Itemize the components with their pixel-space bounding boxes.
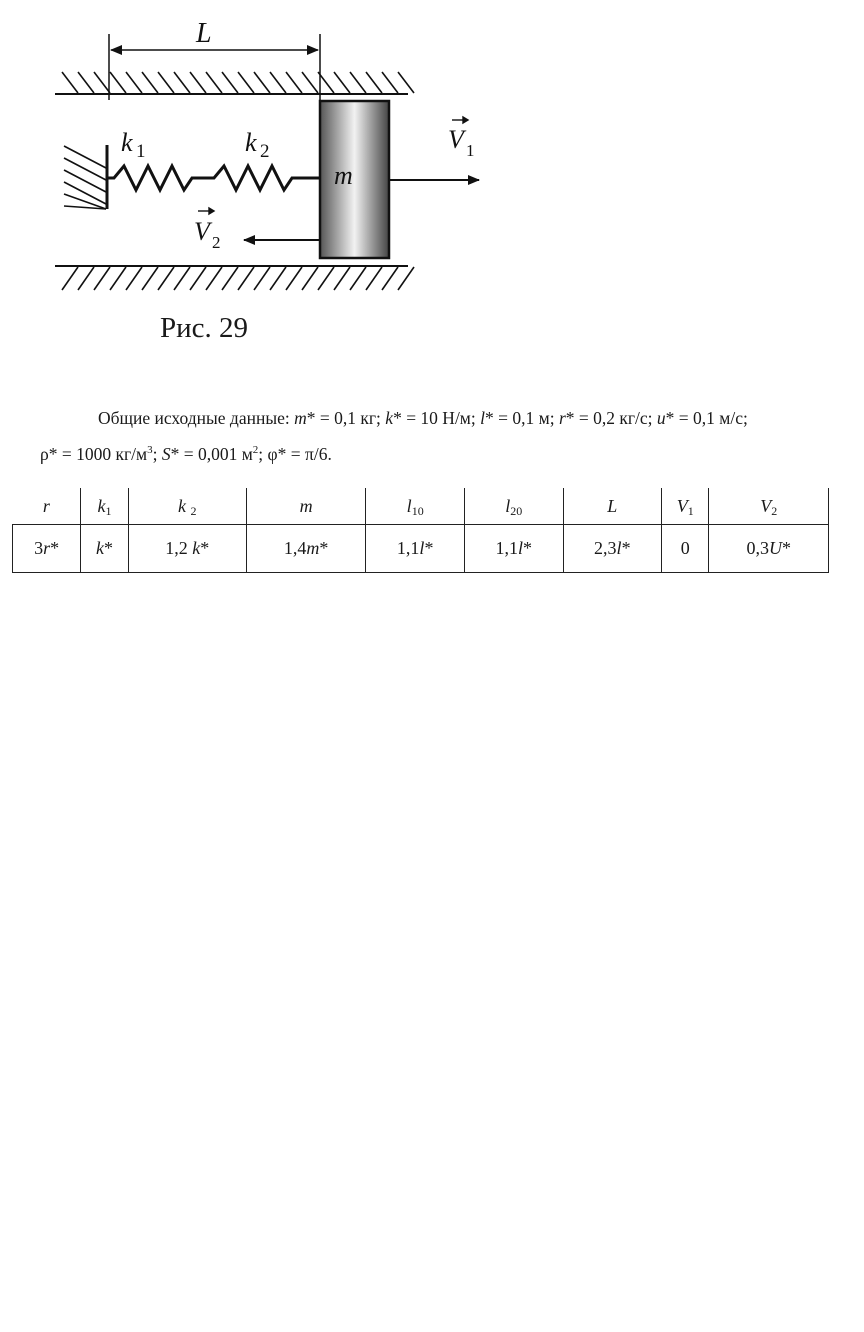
- text-run: * = 0,1 кг;: [306, 408, 386, 428]
- text-run: 2: [190, 503, 197, 518]
- hatch-line: [126, 267, 142, 290]
- text-run: k: [177, 495, 191, 516]
- velocity1-label: V: [448, 125, 464, 154]
- text-run: l: [517, 538, 523, 558]
- mechanical-system-figure: [0, 0, 520, 300]
- hatch-line: [222, 267, 238, 290]
- text-run: * = 0,1 м/с;: [665, 408, 748, 428]
- hatch-line: [78, 267, 94, 290]
- hatch-line: [302, 72, 318, 93]
- text-run: V: [676, 495, 688, 516]
- hatch-line: [158, 72, 174, 93]
- text-run: 1,4: [283, 538, 307, 558]
- hatch-line: [158, 267, 174, 290]
- text-run: *: [200, 538, 210, 558]
- text-run: 2: [252, 444, 259, 456]
- hatch-line: [238, 72, 254, 93]
- text-run: r: [43, 538, 51, 558]
- text-run: u: [656, 408, 666, 428]
- spring-k2: [200, 166, 320, 190]
- text-run: k: [192, 538, 201, 558]
- text-run: ; φ* = π/6.: [258, 444, 332, 464]
- mass-label: m: [334, 161, 353, 190]
- hatch-line: [238, 267, 254, 290]
- text-run: 1,1: [396, 538, 420, 558]
- text-run: 10: [411, 503, 424, 518]
- hatch-line: [94, 72, 110, 93]
- text-run: ρ* = 1000 кг/м: [40, 444, 148, 464]
- hatch-line: [206, 267, 222, 290]
- text-run: L: [607, 495, 618, 516]
- text-run: m: [299, 495, 313, 516]
- velocity2-label: V: [194, 217, 210, 246]
- hatch-line: [334, 267, 350, 290]
- text-run: r: [42, 495, 50, 516]
- text-run: *: [319, 538, 329, 558]
- text-run: * = 0,1 м;: [485, 408, 559, 428]
- hatch-line: [254, 72, 270, 93]
- spring2-subscript: 2: [260, 141, 270, 162]
- table-header-cell: [709, 488, 829, 525]
- hatch-line: [64, 158, 106, 180]
- text-run: *: [50, 538, 60, 558]
- table-header-cell: [13, 488, 81, 525]
- text-run: m: [306, 538, 320, 558]
- figure-caption: Рис. 29: [160, 312, 249, 344]
- text-run: l: [419, 538, 425, 558]
- hatch-line: [382, 267, 398, 290]
- left-support: [64, 145, 107, 209]
- hatch-line: [110, 72, 126, 93]
- text-run: *: [424, 538, 434, 558]
- hatch-line: [350, 72, 366, 93]
- table-header-cell: [366, 488, 465, 525]
- spring-k1: [108, 166, 200, 190]
- text-run: 0: [680, 538, 690, 558]
- table-cell: [81, 525, 128, 573]
- text-run: 1,1: [495, 538, 518, 558]
- table-header-cell: [563, 488, 662, 525]
- text-run: * = 0,001 м: [170, 444, 253, 464]
- hatch-line: [286, 72, 302, 93]
- hatch-line: [222, 72, 238, 93]
- table-header-cell: [128, 488, 246, 525]
- hatch-line: [62, 267, 78, 290]
- text-run: k: [385, 408, 394, 428]
- spring1-label: k: [121, 128, 133, 157]
- text-run: l: [406, 495, 412, 516]
- hatch-line: [382, 72, 398, 93]
- table-cell: [246, 525, 366, 573]
- hatch-line: [142, 72, 158, 93]
- spring1-subscript: 1: [136, 141, 146, 162]
- text-run: *: [523, 538, 532, 558]
- text-run: * = 10 Н/м;: [393, 408, 481, 428]
- text-run: *: [781, 538, 791, 558]
- text-run: 3: [147, 444, 153, 456]
- velocity1-subscript: 1: [466, 141, 475, 160]
- initial-data-line-1: [98, 408, 748, 429]
- text-run: 1: [687, 503, 694, 518]
- text-run: 20: [510, 503, 523, 518]
- table-header-cell: [246, 488, 366, 525]
- vector-arrowhead-icon: [463, 117, 468, 123]
- table-cell: [563, 525, 662, 573]
- hatch-line: [302, 267, 318, 290]
- hatch-line: [286, 267, 302, 290]
- velocity2-subscript: 2: [212, 233, 221, 252]
- mass-block: [320, 101, 389, 258]
- table-header-row: [13, 488, 829, 525]
- hatch-line: [350, 267, 366, 290]
- text-run: m: [294, 408, 307, 428]
- text-run: 3: [34, 538, 44, 558]
- text-run: V: [760, 495, 772, 516]
- table-cell: [662, 525, 709, 573]
- hatch-line: [64, 146, 106, 168]
- table-cell: [709, 525, 829, 573]
- hatch-line: [254, 267, 270, 290]
- text-run: *: [621, 538, 631, 558]
- hatch-line: [366, 267, 382, 290]
- table-header-cell: [662, 488, 709, 525]
- spring2-label: k: [245, 128, 257, 157]
- hatch-line: [398, 72, 414, 93]
- table-row: [13, 525, 829, 573]
- table-header-cell: [81, 488, 128, 525]
- text-run: l: [505, 495, 511, 516]
- hatch-line: [270, 72, 286, 93]
- text-run: 2,3: [594, 538, 617, 558]
- hatch-line: [190, 72, 206, 93]
- hatch-line: [110, 267, 126, 290]
- hatch-line: [190, 267, 206, 290]
- hatch-line: [64, 170, 106, 192]
- hatch-line: [94, 267, 110, 290]
- hatch-line: [270, 267, 286, 290]
- length-label: L: [196, 18, 212, 49]
- hatch-line: [62, 72, 78, 93]
- text-run: k: [95, 538, 104, 558]
- hatch-line: [206, 72, 222, 93]
- variant-data-table: [12, 488, 829, 573]
- text-run: 1: [105, 503, 112, 518]
- table-header-cell: [464, 488, 563, 525]
- table-cell: [128, 525, 246, 573]
- text-run: k: [97, 495, 106, 516]
- text-run: l: [480, 408, 485, 428]
- hatch-line: [174, 267, 190, 290]
- text-run: U: [768, 538, 782, 558]
- text-run: ;: [152, 444, 162, 464]
- text-run: 2: [771, 503, 778, 518]
- text-run: 1,2: [165, 538, 193, 558]
- hatch-line: [334, 72, 350, 93]
- hatch-line: [174, 72, 190, 93]
- table-cell: [366, 525, 465, 573]
- hatch-line: [78, 72, 94, 93]
- hatch-line: [126, 72, 142, 93]
- text-run: *: [103, 538, 113, 558]
- hatch-line: [142, 267, 158, 290]
- text-run: * = 0,2 кг/с;: [565, 408, 657, 428]
- bottom-wall: [55, 266, 414, 290]
- hatch-line: [398, 267, 414, 290]
- text-run: r: [558, 408, 566, 428]
- vector-arrowhead-icon: [209, 208, 214, 214]
- text-run: Общие исходные данные:: [98, 408, 295, 428]
- text-run: l: [616, 538, 622, 558]
- initial-data-line-2: [40, 444, 332, 465]
- table-cell: [464, 525, 563, 573]
- text-run: S: [161, 444, 171, 464]
- hatch-line: [318, 267, 334, 290]
- table-cell: [13, 525, 81, 573]
- hatch-line: [366, 72, 382, 93]
- text-run: 0,3: [746, 538, 769, 558]
